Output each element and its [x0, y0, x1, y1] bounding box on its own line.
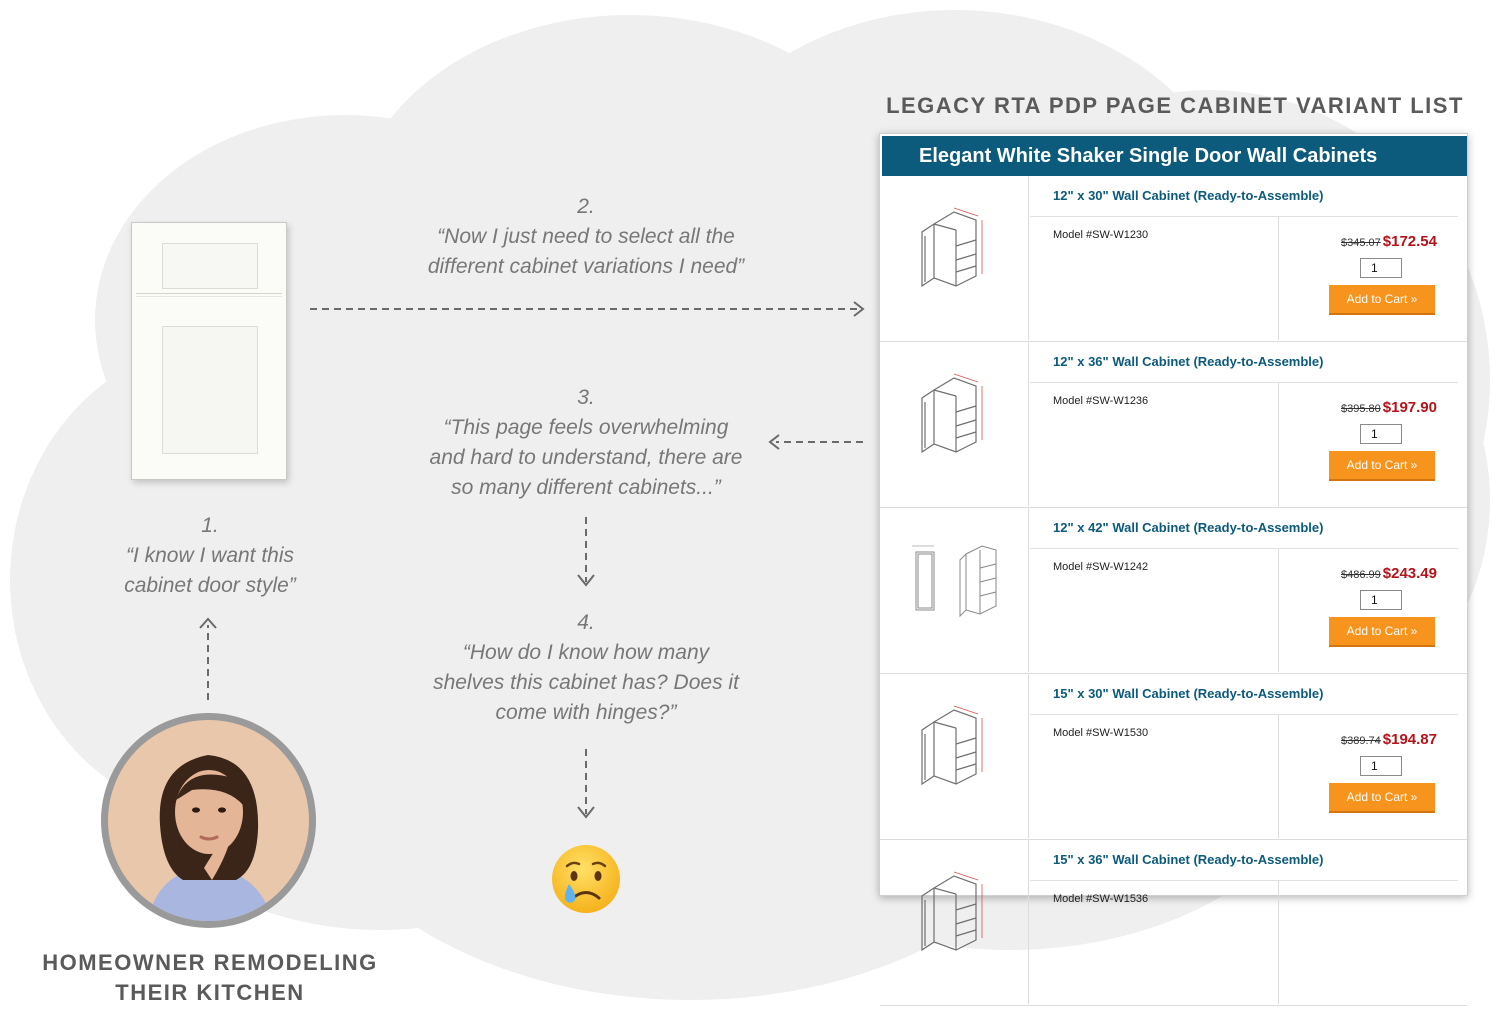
variant-row: [880, 508, 1467, 674]
variant-model-number: Model #SW-W1230: [1053, 229, 1149, 241]
step-2-line-1: “Now I just need to select all the: [437, 225, 735, 248]
step-1-number: 1.: [201, 514, 219, 537]
step-1-line-1: “I know I want this: [125, 544, 295, 567]
variant-thumbnail[interactable]: [880, 508, 1029, 672]
variant-thumbnail[interactable]: [880, 342, 1029, 506]
variant-list-panel: [879, 133, 1468, 905]
variant-model-number: Model #SW-W1242: [1053, 561, 1149, 573]
door-top-panel: [162, 243, 258, 289]
step-3-line-3: so many different cabinets...”: [451, 476, 721, 499]
persona-caption-line-1: HOMEOWNER REMODELING: [42, 950, 378, 975]
variant-price-column: [1278, 715, 1469, 838]
add-to-cart-button[interactable]: Add to Cart »: [1329, 783, 1435, 813]
variant-row: [880, 342, 1467, 508]
step-1-line-2: cabinet door style”: [124, 574, 296, 597]
step-3-line-1: “This page feels overwhelming: [443, 416, 729, 439]
crying-face-icon: [549, 842, 623, 916]
step-2-number: 2.: [577, 195, 595, 218]
variant-price-column: [1278, 217, 1469, 340]
add-to-cart-button[interactable]: Add to Cart »: [1329, 451, 1435, 481]
variant-price-column: [1278, 383, 1469, 506]
variant-model-number: Model #SW-W1530: [1053, 727, 1149, 739]
homeowner-portrait-icon: [108, 720, 309, 921]
variant-prices: [1341, 399, 1437, 417]
add-to-cart-button[interactable]: Add to Cart »: [1329, 617, 1435, 647]
wall-cabinet-diagram-icon: [904, 540, 1004, 620]
variant-prices: [1341, 233, 1437, 251]
panel-caption: LEGACY RTA PDP PAGE CABINET VARIANT LIST: [886, 93, 1464, 118]
quantity-input[interactable]: 1: [1360, 590, 1402, 610]
variant-thumbnail[interactable]: [880, 840, 1029, 1004]
variant-title-link[interactable]: 12" x 42" Wall Cabinet (Ready-to-Assemble): [1053, 520, 1324, 535]
variant-model-number: Model #SW-W1536: [1053, 893, 1149, 905]
step-3-number: 3.: [577, 386, 595, 409]
persona-caption-line-2: THEIR KITCHEN: [115, 980, 305, 1005]
variant-row: [880, 840, 1467, 1006]
variant-title-link[interactable]: 15" x 36" Wall Cabinet (Ready-to-Assemble): [1053, 852, 1324, 867]
variant-sale-price: $243.49: [1382, 565, 1437, 582]
step-4-line-2: shelves this cabinet has? Does it: [433, 671, 739, 694]
wall-cabinet-diagram-icon: [904, 374, 1004, 454]
quantity-input[interactable]: 1: [1360, 756, 1402, 776]
variant-old-price: $395.80: [1341, 403, 1381, 415]
variant-old-price: $345.07: [1341, 237, 1381, 249]
add-to-cart-button[interactable]: Add to Cart »: [1329, 285, 1435, 315]
variant-old-price: $486.99: [1341, 569, 1381, 581]
variant-title-link[interactable]: 12" x 36" Wall Cabinet (Ready-to-Assemble): [1053, 354, 1324, 369]
variant-rows: [880, 176, 1467, 1006]
variant-sale-price: $172.54: [1382, 233, 1437, 250]
persona-caption: [20, 948, 400, 1008]
variant-row: [880, 176, 1467, 342]
step-3-line-2: and hard to understand, there are: [429, 446, 743, 469]
variant-price-column: [1278, 549, 1469, 672]
step-4-line-3: come with hinges?”: [495, 701, 677, 724]
homeowner-avatar: [101, 713, 316, 928]
variant-old-price: $389.74: [1341, 735, 1381, 747]
step-4-number: 4.: [577, 611, 595, 634]
variant-price-column: [1278, 881, 1469, 1004]
variant-sale-price: $194.87: [1382, 731, 1437, 748]
quantity-input[interactable]: 1: [1360, 258, 1402, 278]
cabinet-door-sample: [131, 222, 287, 480]
step-3: [410, 383, 762, 503]
step-1: [90, 511, 330, 601]
variant-list-header: Elegant White Shaker Single Door Wall Cabinets: [882, 136, 1467, 176]
variant-sale-price: $197.90: [1382, 399, 1437, 416]
step-2: [400, 192, 772, 282]
variant-row: [880, 674, 1467, 840]
variant-model-number: Model #SW-W1236: [1053, 395, 1149, 407]
variant-thumbnail[interactable]: [880, 674, 1029, 838]
variant-prices: [1341, 731, 1437, 749]
step-4-line-1: “How do I know how many: [462, 641, 710, 664]
variant-thumbnail[interactable]: [880, 176, 1029, 340]
door-mid-rail: [136, 293, 282, 297]
variant-title-link[interactable]: 15" x 30" Wall Cabinet (Ready-to-Assemble): [1053, 686, 1324, 701]
door-bottom-panel: [162, 326, 258, 454]
quantity-input[interactable]: 1: [1360, 424, 1402, 444]
wall-cabinet-diagram-icon: [904, 208, 1004, 288]
wall-cabinet-diagram-icon: [904, 706, 1004, 786]
step-4: [410, 608, 762, 728]
variant-prices: [1341, 565, 1437, 583]
wall-cabinet-diagram-icon: [904, 872, 1004, 952]
variant-title-link[interactable]: 12" x 30" Wall Cabinet (Ready-to-Assemble): [1053, 188, 1324, 203]
step-2-line-2: different cabinet variations I need”: [427, 255, 745, 278]
